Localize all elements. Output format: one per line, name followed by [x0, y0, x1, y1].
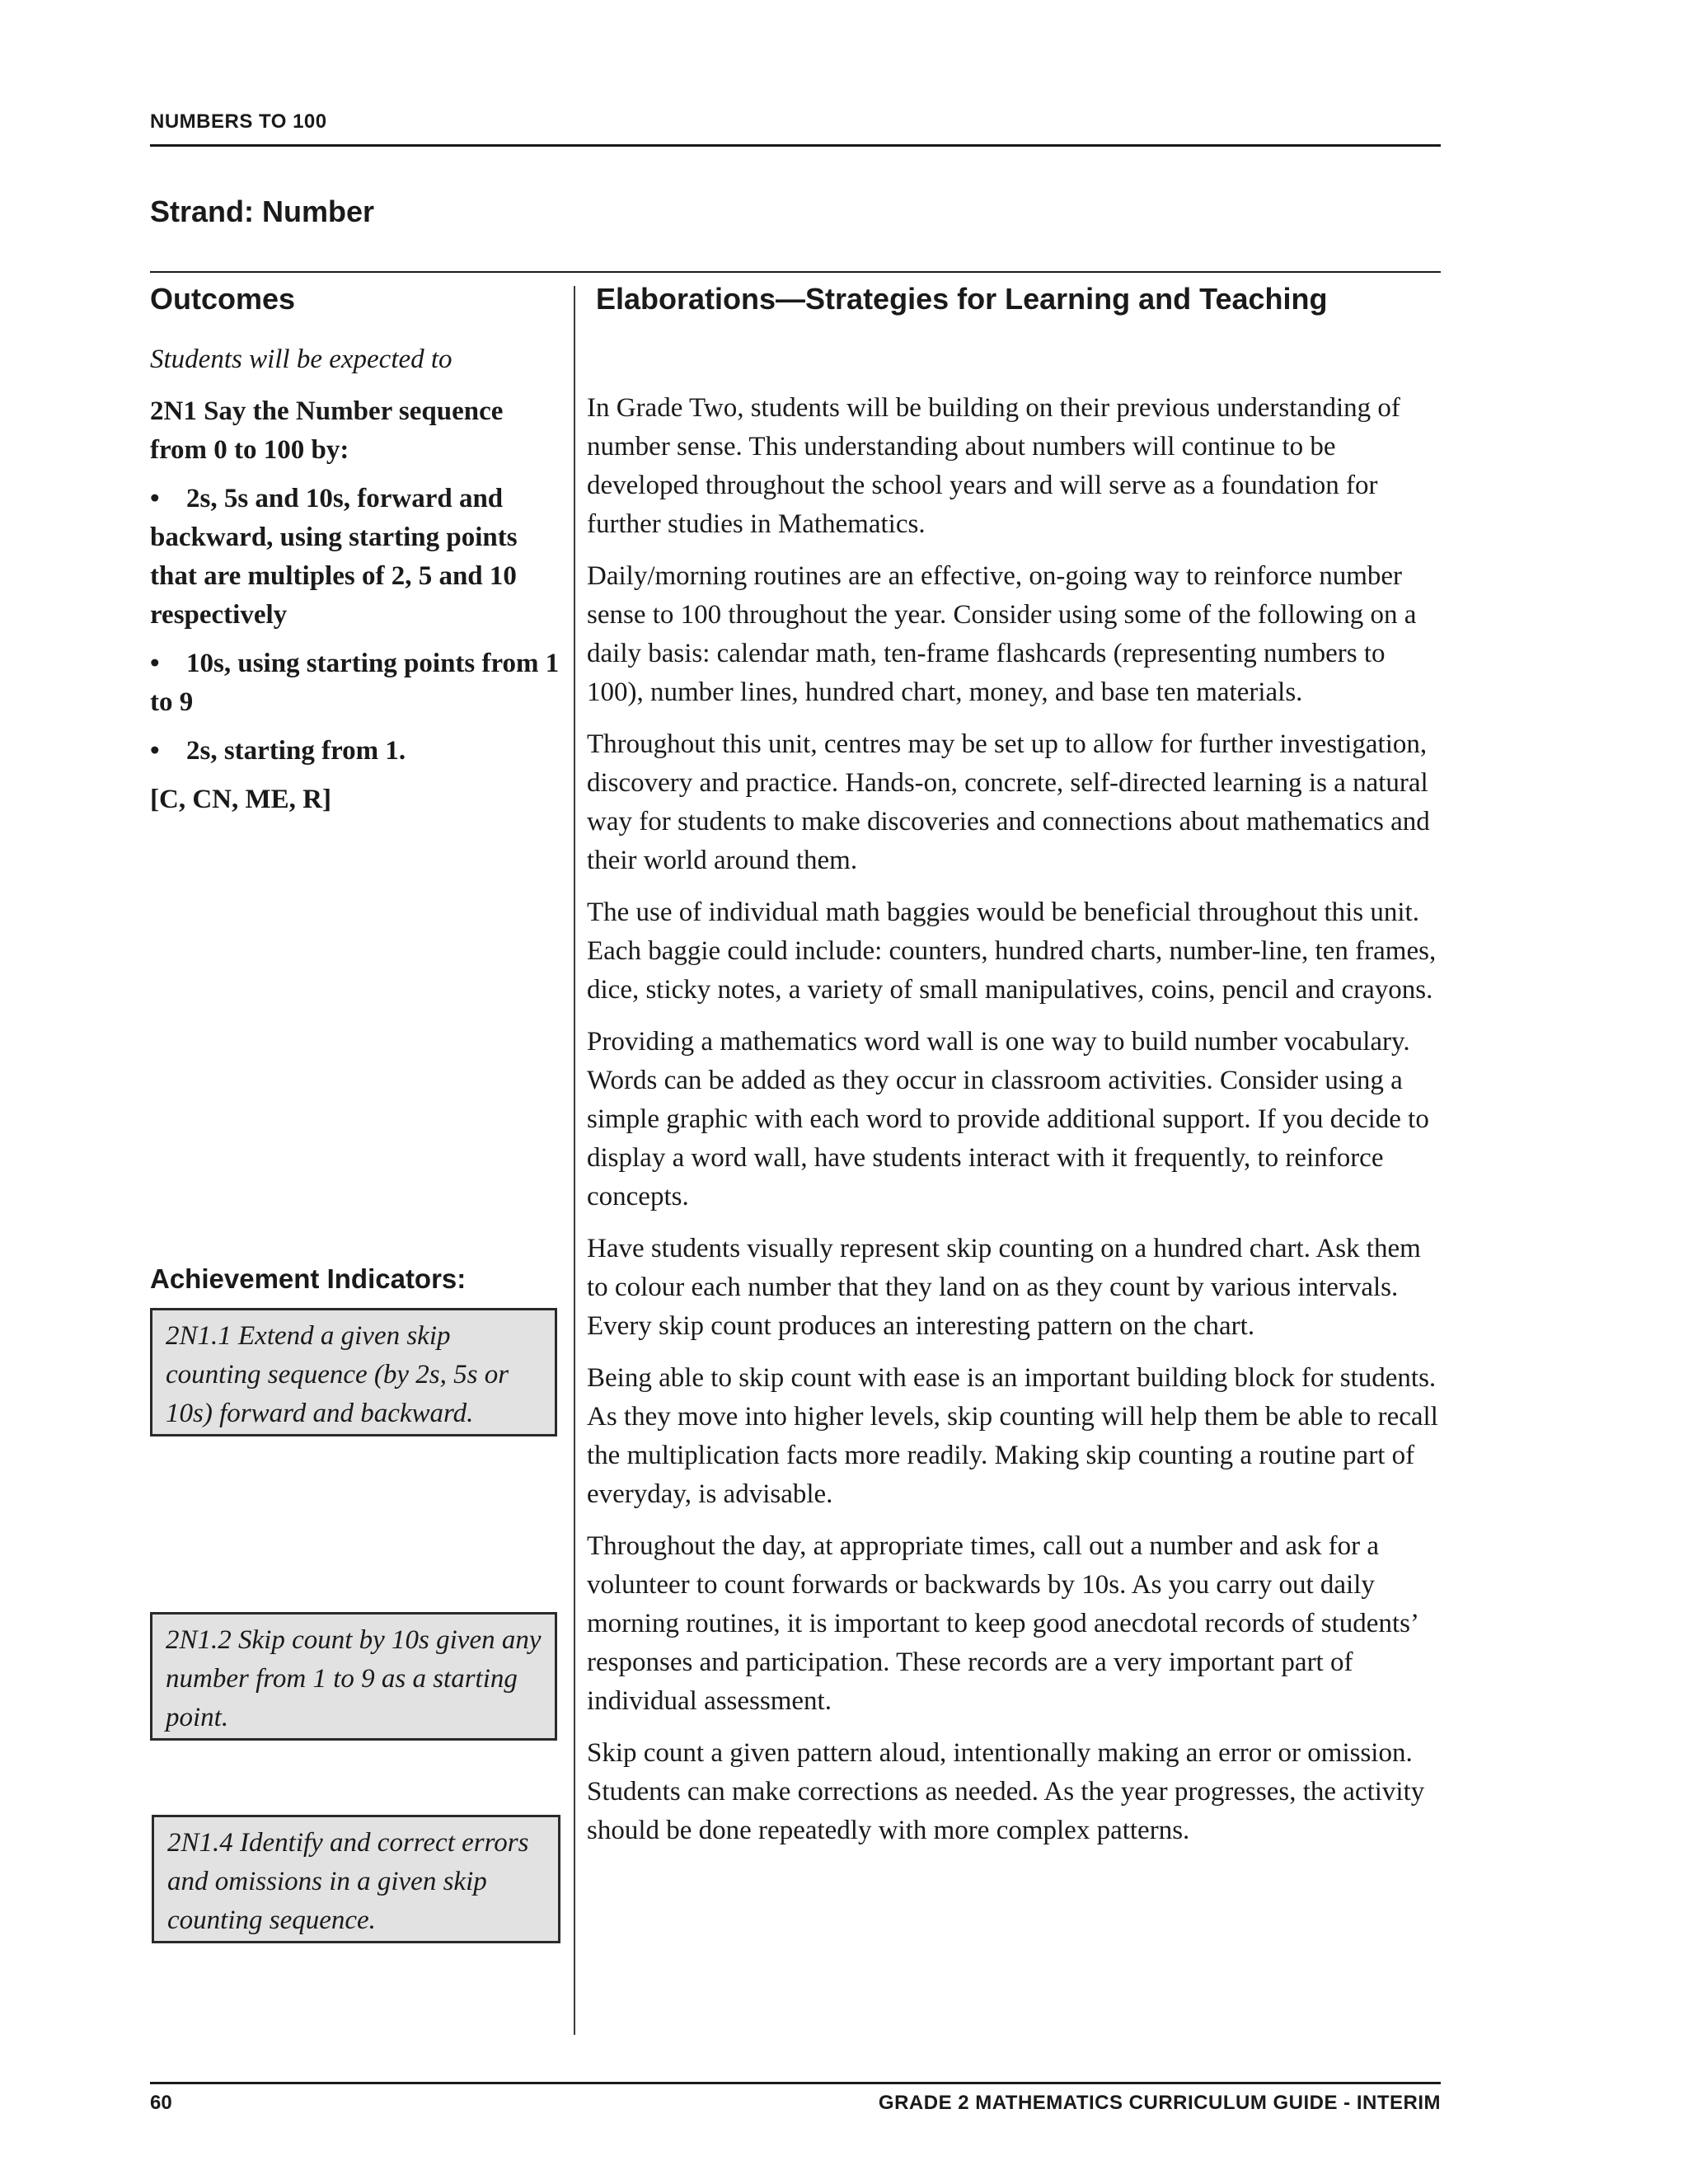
indicator-box-2n1-4: 2N1.4 Identify and correct errors and omissions in a given skip counting sequence.: [152, 1815, 560, 1943]
outcome-2n1: 2N1 Say the Number sequence from 0 to 100 by:: [150, 396, 504, 465]
elaboration-paragraph: Skip count a given pattern aloud, intentionally making an error or omission. Students can make corrections as needed. As the year progresses, the activity should be done repeatedly with more complex patterns.: [587, 1738, 1425, 1845]
elaboration-paragraph: Being able to skip count with ease is an important building block for students. As they move into higher levels, skip counting will help them be able to recall the multiplication facts more readily. Making skip counting a routine part of everyday, is advisable.: [587, 1363, 1438, 1509]
outcome-bullet: [150, 644, 562, 722]
elaboration-paragraph: Throughout this unit, centres may be set up to allow for further investigation, discovery and practice. Hands-on, concrete, self-directed learning is a natural way for students to make discoveries and connections about mathematics and their world around them.: [587, 729, 1430, 875]
outcome-bullet: [150, 480, 562, 635]
process-codes: [C, CN, ME, R]: [150, 785, 331, 814]
bullet-icon: •: [150, 484, 160, 513]
guide-title: GRADE 2 MATHEMATICS CURRICULUM GUIDE - INTERIM: [878, 2092, 1441, 2114]
outcomes-column: [150, 340, 562, 819]
bullet-text: 10s, using starting points from 1 to 9: [150, 649, 560, 717]
achievement-heading: Achievement Indicators:: [150, 1263, 467, 1294]
strand-title: Strand: Number: [150, 194, 375, 228]
elaboration-paragraph: Throughout the day, at appropriate times, call out a number and ask for a volunteer to count forwards or backwards by 10s. As you carry out daily morning routines, it is important to keep good anecdotal records of students’ responses and participation. These records are a very important part of individual assessment.: [587, 1531, 1418, 1716]
elaborations-heading: Elaborations—Strategies for Learning and Teaching: [596, 282, 1328, 316]
bullet-text: 2s, starting from 1.: [186, 736, 406, 766]
outcome-bullet: [150, 732, 562, 771]
indicator-box-2n1-1: 2N1.1 Extend a given skip counting sequence (by 2s, 5s or 10s) forward and backward.: [150, 1308, 557, 1436]
bullet-icon: •: [150, 649, 160, 678]
column-divider: [574, 286, 575, 2035]
elaborations-column: [587, 389, 1444, 1863]
header-rule: [150, 144, 1441, 147]
bullet-icon: •: [150, 736, 160, 766]
page-number: 60: [150, 2092, 172, 2114]
elaboration-paragraph: Providing a mathematics word wall is one way to build number vocabulary. Words can be added as they occur in classroom activities. Consider using a simple graphic with each word to provide additional support. If you decide to display a word wall, have students interact with it frequently, to reinforce concepts.: [587, 1027, 1429, 1212]
indicator-box-2n1-2: 2N1.2 Skip count by 10s given any number from 1 to 9 as a starting point.: [150, 1612, 557, 1741]
section-rule: [150, 271, 1441, 273]
footer-rule: [150, 2082, 1441, 2084]
running-head: NUMBERS TO 100: [150, 110, 327, 133]
elaboration-paragraph: In Grade Two, students will be building on their previous understanding of number sense. This understanding about numbers will continue to be developed throughout the school years and will serve as a foundation for further studies in Mathematics.: [587, 393, 1400, 539]
outcomes-heading: Outcomes: [150, 282, 296, 316]
bullet-text: 2s, 5s and 10s, forward and backward, using starting points that are multiples of 2, 5 and 10 respectively: [150, 484, 518, 630]
outcomes-intro: Students will be expected to: [150, 344, 452, 374]
elaboration-paragraph: Have students visually represent skip counting on a hundred chart. Ask them to colour each number that they land on as they count by various intervals. Every skip count produces an interesting pattern on the chart.: [587, 1234, 1421, 1341]
elaboration-paragraph: Daily/morning routines are an effective, on-going way to reinforce number sense to 100 throughout the year. Consider using some of the following on a daily basis: calendar math, ten-frame flashcards (representing numbers to 100), number lines, hundred chart, money, and base ten materials.: [587, 561, 1417, 707]
elaboration-paragraph: The use of individual math baggies would be beneficial throughout this unit. Each baggie could include: counters, hundred charts, number-line, ten frames, dice, sticky notes, a variety of small manipulatives, coins, pencil and crayons.: [587, 898, 1437, 1005]
